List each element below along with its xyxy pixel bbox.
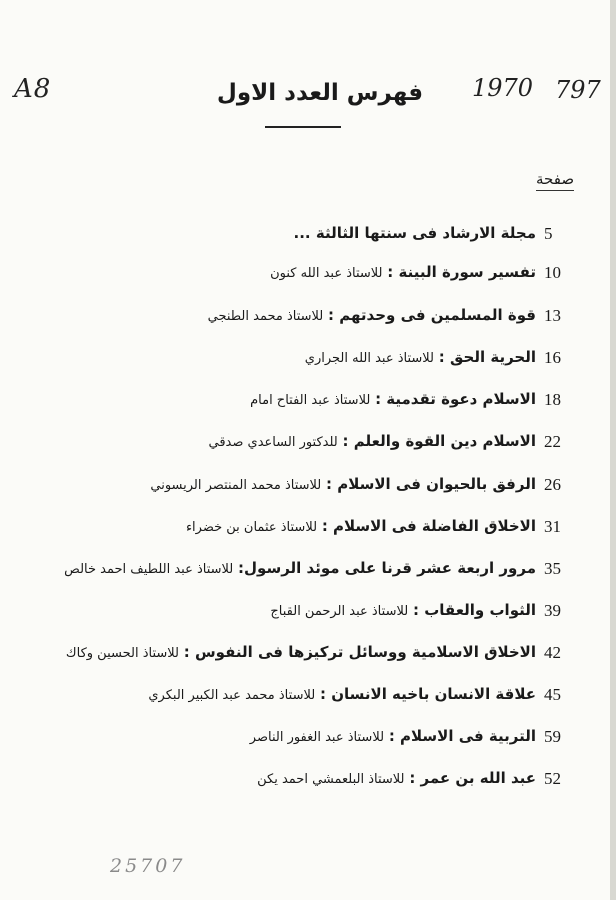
entry-author: للاستاذ عبد الله الجراري	[304, 351, 435, 366]
entry-text	[209, 432, 537, 450]
entry-title: الحرية الحق :	[438, 348, 536, 366]
page-number: 18	[544, 390, 561, 409]
toc-entry-5	[40, 388, 580, 414]
entry-author: للاستاذ محمد الطنجي	[207, 309, 324, 324]
handwritten-year: 1970	[472, 74, 534, 102]
entry-title: الاسلام دعوة تقدمية :	[375, 390, 536, 408]
entry-title: قوة المسلمين فى وحدتهم :	[328, 306, 536, 324]
page-edge-shadow	[610, 0, 616, 900]
entry-title: الاسلام دين القوة والعلم :	[342, 432, 536, 450]
toc-entry-8	[40, 515, 580, 541]
entry-text	[66, 643, 536, 661]
entry-author: للاستاذ عبد الرحمن القباج	[270, 604, 409, 619]
page-number: 39	[544, 601, 561, 620]
page-title: فهرس العدد الاول	[216, 80, 424, 106]
entry-author: للاستاذ الحسين وكاك	[65, 646, 179, 661]
entry-text	[294, 224, 536, 242]
page-number: 59	[544, 727, 561, 746]
entry-text	[250, 727, 536, 745]
entry-author: للاستاذ عبد الله كنون	[270, 266, 383, 281]
handwritten-mark-left: A8	[14, 74, 52, 104]
entry-title: علاقة الانسان باخيه الانسان :	[319, 685, 536, 703]
entry-text	[186, 517, 536, 535]
toc-entry-4	[40, 346, 580, 372]
toc-entry-14	[40, 767, 580, 793]
entry-title: عبد الله بن عمر :	[409, 769, 536, 787]
entry-title: مرور اربعة عشر قرنا على موئد الرسول:	[238, 559, 536, 577]
entry-title: التربية فى الاسلام :	[388, 727, 536, 745]
page-number: 35	[544, 559, 561, 578]
toc-entry-1	[40, 222, 580, 248]
entry-text	[208, 306, 536, 324]
page-number: 22	[544, 432, 561, 451]
entry-text	[64, 559, 536, 577]
entry-text	[150, 475, 536, 493]
entry-text	[270, 263, 536, 281]
toc-entry-13	[40, 725, 580, 751]
page-number: 31	[544, 517, 561, 536]
entry-author: للاستاذ عبد الفتاح امام	[250, 393, 371, 408]
entry-author: للاستاذ محمد المنتصر الريسوني	[150, 478, 322, 493]
entry-title: مجلة الارشاد فى سنتها الثالثة ...	[293, 224, 536, 242]
entry-author: للاستاذ عبد الغفور الناصر	[249, 730, 385, 745]
page-number: 10	[544, 263, 561, 282]
entry-title: الاخلاق الفاضلة فى الاسلام :	[321, 517, 536, 535]
handwritten-number: 797	[555, 76, 601, 104]
entry-title: الثواب والعقاب :	[412, 601, 536, 619]
page-number: 52	[544, 769, 561, 788]
entry-title: الاخلاق الاسلامية ووسائل تركيزها فى النفوس :	[183, 643, 536, 661]
toc-entry-2	[40, 261, 580, 287]
entry-author: للدكتور الساعدي صدقي	[208, 435, 338, 450]
entry-text	[250, 390, 536, 408]
entry-author: للاستاذ عبد اللطيف احمد خالص	[64, 562, 234, 577]
entry-text	[305, 348, 536, 366]
toc-entry-10	[40, 599, 580, 625]
page-number: 5	[544, 224, 553, 243]
page-number: 26	[544, 475, 561, 494]
entry-text	[270, 601, 536, 619]
archive-stamp: 25707	[110, 855, 186, 877]
toc-entry-3	[40, 304, 580, 330]
entry-author: للاستاذ البلعمشي احمد يكن	[257, 772, 405, 787]
page-number: 13	[544, 306, 561, 325]
toc-entry-6	[40, 430, 580, 456]
toc-entry-11	[40, 641, 580, 667]
entry-author: للاستاذ محمد عبد الكبير البكري	[148, 688, 316, 703]
title-underline	[265, 126, 341, 128]
entry-title: الرفق بالحيوان فى الاسلام :	[326, 475, 536, 493]
entry-text	[257, 769, 536, 787]
entry-author: للاستاذ عثمان بن خضراء	[185, 520, 318, 535]
toc-entry-12	[40, 683, 580, 709]
entry-title: تفسير سورة البينة :	[387, 263, 536, 281]
page-number: 45	[544, 685, 561, 704]
toc-entry-7	[40, 473, 580, 499]
page-column-header: صفحة	[536, 170, 574, 191]
page-number: 42	[544, 643, 561, 662]
page-number: 16	[544, 348, 561, 367]
entry-text	[148, 685, 536, 703]
toc-entry-9	[40, 557, 580, 583]
